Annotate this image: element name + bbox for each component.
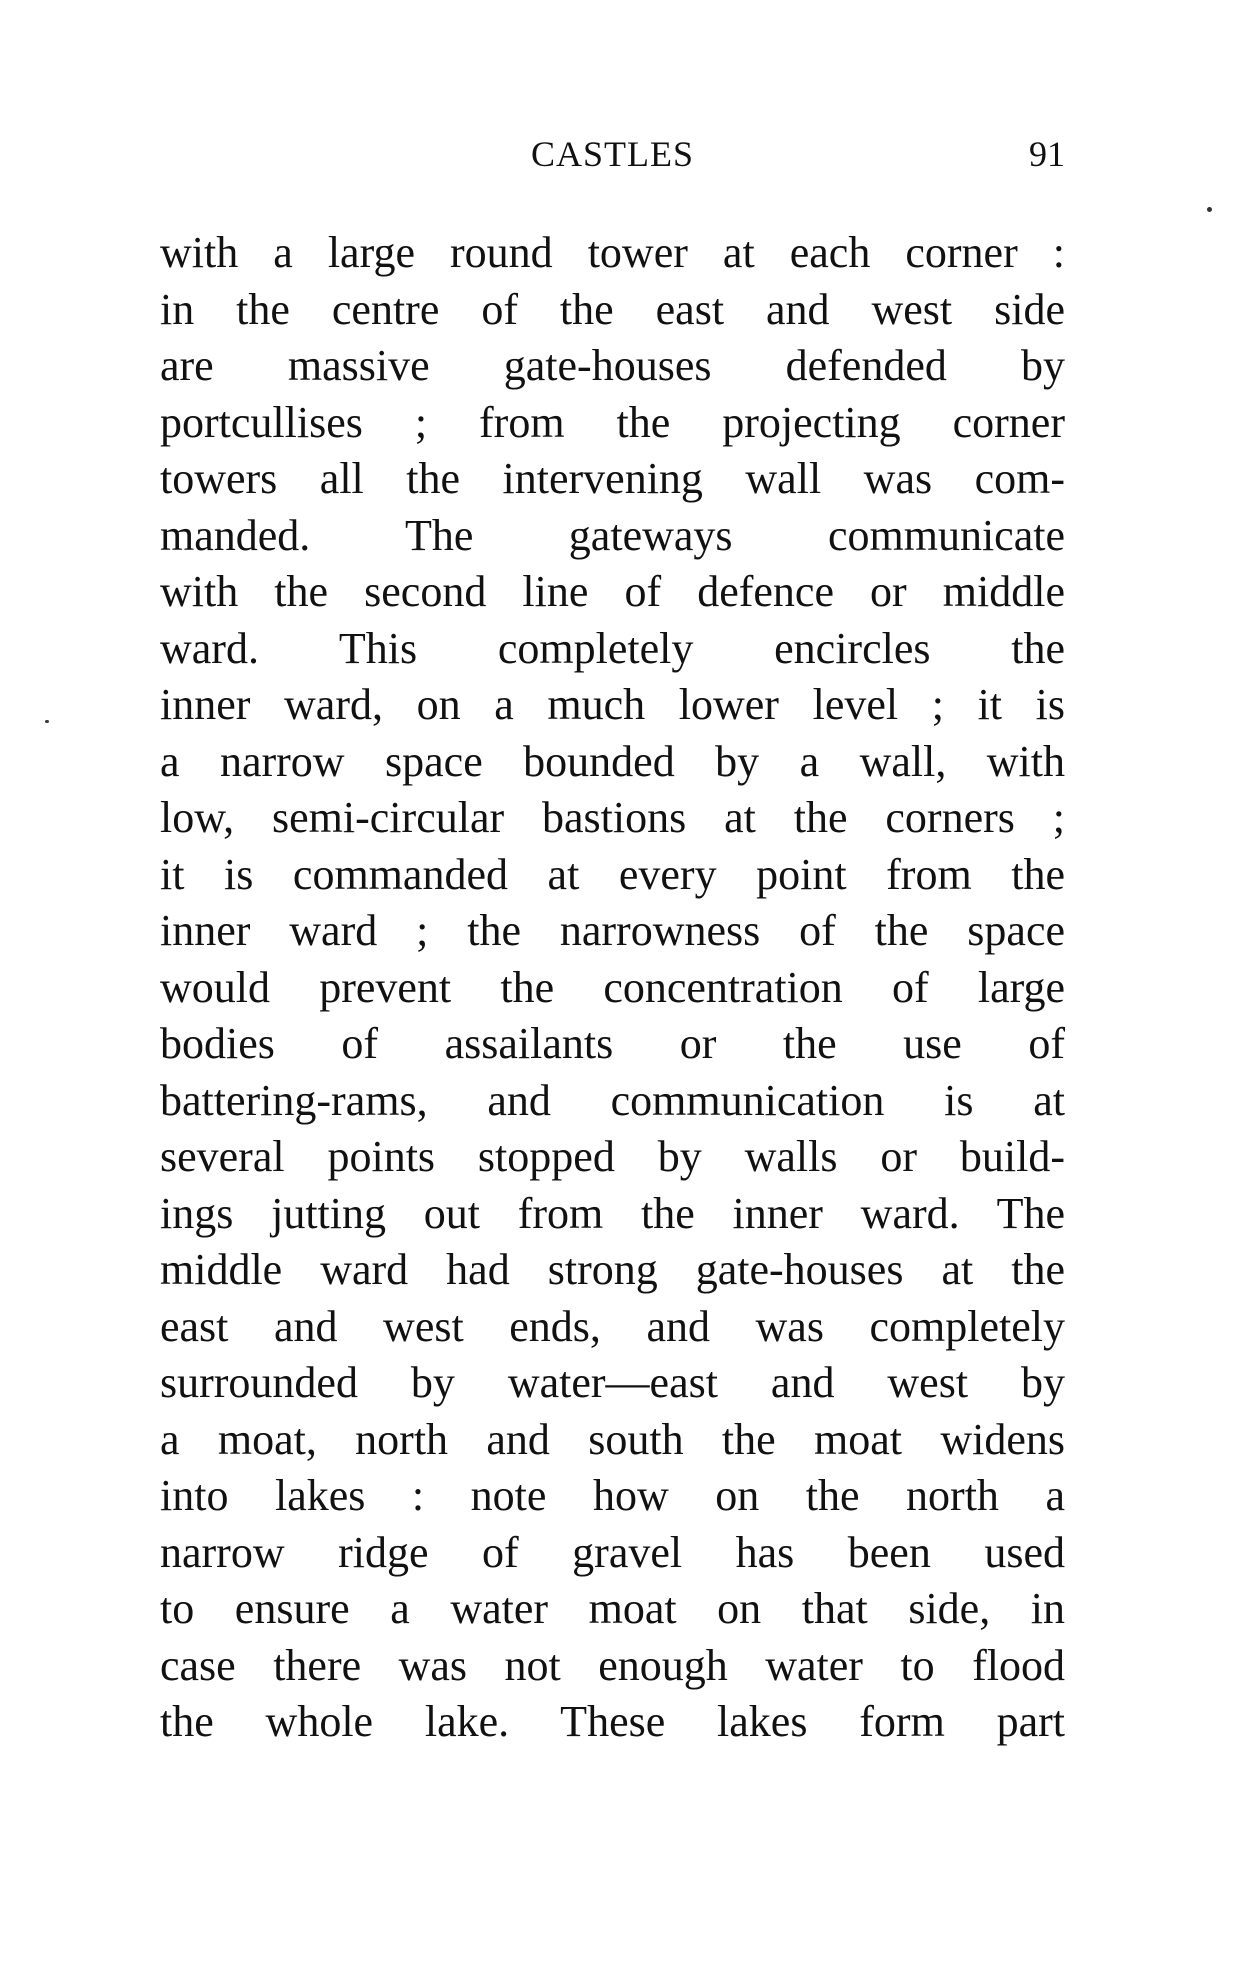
running-title: CASTLES [530, 134, 695, 174]
text-line: are massive gate-houses defended by [160, 341, 1065, 390]
text-line: with the second line of defence or middle [160, 567, 1065, 616]
text-line: towers all the intervening wall was com- [160, 454, 1065, 503]
print-speck [45, 720, 49, 723]
text-line: portcullises ; from the projecting corner [160, 397, 1065, 447]
text-line: east and west ends, and was completely [160, 1301, 1065, 1351]
text-line: narrow ridge of gravel has been used [160, 1527, 1065, 1577]
text-line: inner ward, on a much lower level ; it is [160, 680, 1065, 729]
text-line: middle ward had strong gate-houses at the [160, 1245, 1065, 1294]
text-line: bodies of assailants or the use of [160, 1019, 1065, 1068]
text-line: case there was not enough water to flood [160, 1640, 1065, 1690]
text-line: with a large round tower at each corner : [160, 228, 1065, 277]
text-line: a moat, north and south the moat widens [160, 1414, 1065, 1464]
body-text [160, 225, 1065, 1751]
text-line: would prevent the concentration of large [160, 962, 1065, 1012]
text-line: to ensure a water moat on that side, in [160, 1584, 1065, 1633]
text-line: in the centre of the east and west side [160, 284, 1065, 334]
text-line: battering-rams, and communication is at [160, 1075, 1065, 1125]
text-line: manded. The gateways communicate [160, 510, 1065, 560]
page-number: 91 [1029, 134, 1065, 174]
text-line: it is commanded at every point from the [160, 849, 1065, 899]
text-line: ward. This completely encircles the [160, 623, 1065, 673]
text-line: several points stopped by walls or build- [160, 1132, 1065, 1181]
text-line: a narrow space bounded by a wall, with [160, 736, 1065, 786]
text-line: the whole lake. These lakes form part [160, 1697, 1065, 1746]
running-head [160, 128, 1065, 180]
text-line: ings jutting out from the inner ward. The [160, 1188, 1065, 1238]
text-line: low, semi-circular bastions at the corners ; [160, 793, 1065, 842]
text-line: surrounded by water—east and west by [160, 1358, 1065, 1407]
text-line: inner ward ; the narrowness of the space [160, 906, 1065, 955]
text-line: into lakes : note how on the north a [160, 1471, 1065, 1520]
print-speck [1207, 207, 1212, 212]
